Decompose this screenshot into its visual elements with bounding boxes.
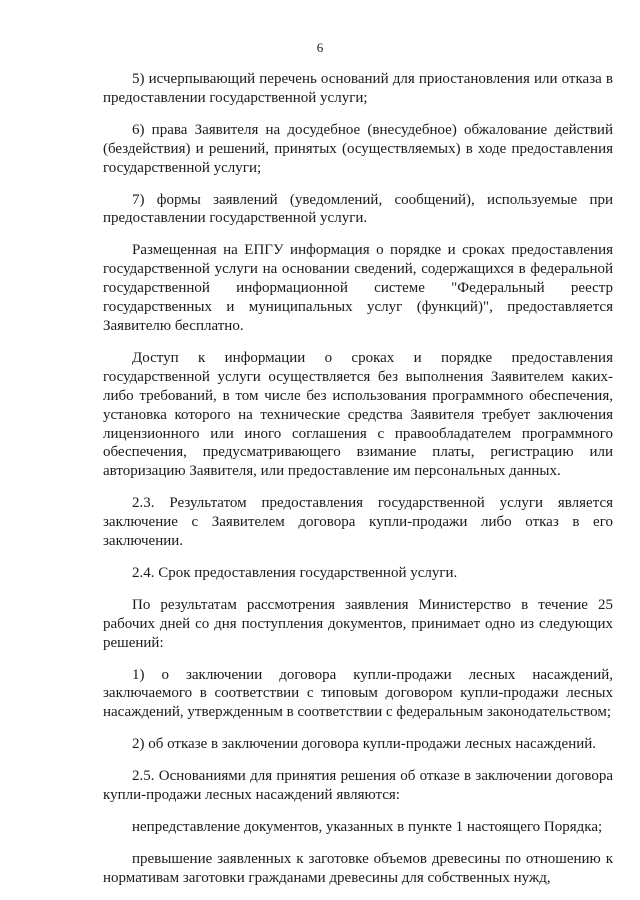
paragraph-section-2-3: 2.3. Результатом предоставления государственной услуги является заключение с Заявителем договора купли-продажи либо отказ в его заключении. xyxy=(103,495,613,550)
paragraph-decision-1: 1) о заключении договора купли-продажи лесных насаждений, заключаемого в соответствии с типовым договором купли-продажи лесных насаждений, утвержденным в соответствии с федеральным законодательством; xyxy=(103,666,613,721)
paragraph-epgu-info: Размещенная на ЕПГУ информация о порядке и сроках предоставления государственной услуги на основании сведений, содержащихся в федеральной государственной информационной системе "Федеральный реестр государственных и муниципальных услуг (функций)", предоставляется Заявителю бесплатно. xyxy=(103,242,613,334)
document-body xyxy=(103,70,613,888)
paragraph-section-2-5: 2.5. Основаниями для принятия решения об отказе в заключении договора купли-продажи лесных насаждений являются: xyxy=(103,768,613,804)
paragraph-decision-2: 2) об отказе в заключении договора купли-продажи лесных насаждений. xyxy=(132,736,597,753)
paragraph-list-item-5: 5) исчерпывающий перечень оснований для приостановления или отказа в предоставлении государственной услуги; xyxy=(103,71,613,106)
page-number: 6 xyxy=(316,40,324,55)
paragraph-access-info: Доступ к информации о сроках и порядке предоставления государственной услуги осуществляется без выполнения Заявителем каких-либо требований, в том числе без использования программного обеспечения, установка которого на технические средства Заявителя требует заключения лицензионного или иного соглашения с правообладателем программного обеспечения, предусматривающего взимание платы, регистрацию или авторизацию Заявителя, или предоставление им персональных данных. xyxy=(103,349,613,480)
paragraph-section-2-4: 2.4. Срок предоставления государственной услуги. xyxy=(132,564,458,581)
paragraph-review-results: По результатам рассмотрения заявления Министерство в течение 25 рабочих дней со дня поступления документов, принимает одно из следующих решений: xyxy=(103,596,613,651)
paragraph-ground-1: непредставление документов, указанных в пункте 1 настоящего Порядка; xyxy=(132,819,603,835)
paragraph-list-item-7: 7) формы заявлений (уведомлений, сообщений), используемые при предоставлении государственной услуги. xyxy=(103,191,613,227)
paragraph-ground-2: превышение заявленных к заготовке объемов древесины по отношению к нормативам заготовки гражданами древесины для собственных нужд, xyxy=(103,850,613,886)
paragraph-list-item-6: 6) права Заявителя на досудебное (внесудебное) обжалование действий (бездействия) и решений, принятых (осуществляемых) в ходе предоставления государственной услуги; xyxy=(103,121,613,176)
